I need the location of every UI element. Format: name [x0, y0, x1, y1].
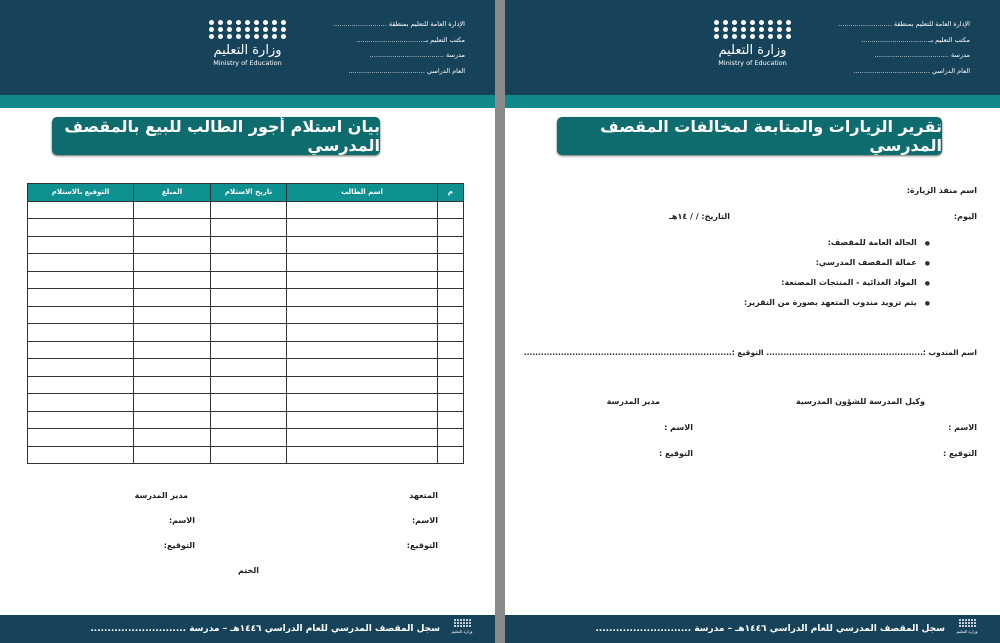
ministry-logo	[205, 20, 290, 67]
logo-dot	[227, 20, 232, 25]
logo-dot	[281, 34, 286, 39]
table-row	[28, 446, 464, 464]
logo-dot	[732, 27, 737, 32]
table-cell[interactable]	[134, 341, 211, 359]
logo-text-en: Ministry of Education	[213, 59, 282, 67]
info-line: مدرسة ....................................	[369, 51, 465, 59]
table-cell[interactable]	[438, 446, 464, 464]
logo-dot	[759, 20, 764, 25]
logo-dot	[263, 27, 268, 32]
table-cell[interactable]	[287, 289, 438, 307]
table-cell[interactable]	[134, 446, 211, 464]
table-cell[interactable]	[438, 324, 464, 342]
table-row	[28, 219, 464, 237]
col-header: التوقيع بالاستلام	[28, 184, 134, 202]
table-cell[interactable]	[438, 376, 464, 394]
table-cell[interactable]	[211, 411, 287, 429]
name-label: الاسم:	[168, 516, 195, 525]
table-cell[interactable]	[287, 341, 438, 359]
table-row	[28, 359, 464, 377]
table-cell[interactable]	[438, 429, 464, 447]
logo-dot	[454, 622, 456, 624]
logo-dot	[968, 619, 970, 621]
table-cell[interactable]	[211, 201, 287, 219]
table-cell[interactable]	[28, 219, 134, 237]
logo-dot	[469, 622, 471, 624]
logo-dot	[466, 619, 468, 621]
table-cell[interactable]	[28, 236, 134, 254]
logo-dot	[245, 20, 250, 25]
table-cell[interactable]	[134, 271, 211, 289]
logo-dot	[965, 625, 967, 627]
stamp-label: الختم	[237, 566, 259, 575]
logo-dot	[962, 619, 964, 621]
table-cell[interactable]	[211, 429, 287, 447]
info-line: العام الدراسي .....................................	[348, 66, 465, 75]
school-info	[333, 17, 465, 79]
logo-dot	[777, 27, 782, 32]
table-cell[interactable]	[438, 394, 464, 412]
logo-dot	[457, 625, 459, 627]
info-line: مدرسة ....................................	[874, 51, 970, 59]
info-line: العام الدراسي .....................................	[853, 66, 970, 75]
col-header: المبلغ	[134, 184, 211, 202]
table-cell[interactable]	[134, 254, 211, 272]
table-cell[interactable]	[211, 446, 287, 464]
signature-label: التوقيع:	[163, 541, 195, 550]
logo-dot	[971, 625, 973, 627]
name-label: الاسم :	[664, 423, 693, 432]
principal-label: مدير المدرسة	[134, 491, 188, 500]
logo-dot	[759, 27, 764, 32]
logo-dot	[768, 27, 773, 32]
logo-text-en: Ministry of Education	[718, 59, 787, 67]
ministry-logo	[710, 20, 795, 67]
info-line: الإدارة العامة للتعليم بمنطقة ..........................	[838, 20, 970, 28]
logo-dot	[460, 619, 462, 621]
header-stripe	[505, 95, 1000, 108]
contractor-label: المتعهد	[409, 491, 438, 500]
logo-dot	[457, 619, 459, 621]
logo-dot	[272, 34, 277, 39]
logo-dot	[463, 625, 465, 627]
logo-dot	[209, 27, 214, 32]
table-cell[interactable]	[438, 341, 464, 359]
logo-dot	[218, 34, 223, 39]
logo-dot	[236, 34, 241, 39]
logo-dot	[272, 27, 277, 32]
col-header: اسم الطالب	[287, 184, 438, 202]
logo-dot	[272, 20, 277, 25]
logo-dot	[786, 34, 791, 39]
bullet-item: ● عمالة المقصف المدرسي:	[816, 258, 930, 267]
table-row	[28, 429, 464, 447]
table-cell[interactable]	[211, 394, 287, 412]
table-cell[interactable]	[438, 289, 464, 307]
logo-text: وزارة التعليم	[213, 43, 282, 58]
header	[505, 0, 1000, 95]
footer-logo	[952, 619, 982, 639]
logo-dot	[714, 27, 719, 32]
logo-dot	[263, 20, 268, 25]
logo-dot	[714, 34, 719, 39]
table-cell[interactable]	[28, 289, 134, 307]
name-label: الاسم :	[948, 423, 977, 432]
info-line: الإدارة العامة للتعليم بمنطقة ..........................	[333, 20, 465, 28]
logo-dot	[965, 622, 967, 624]
right-page	[505, 0, 1000, 643]
table-cell[interactable]	[211, 376, 287, 394]
logo-dot	[236, 27, 241, 32]
logo-dot	[218, 20, 223, 25]
table-cell[interactable]	[287, 219, 438, 237]
col-header: تاريخ الاستلام	[211, 184, 287, 202]
signature-label: التوقيع :	[659, 449, 693, 458]
footer-logo	[447, 619, 477, 639]
table-cell[interactable]	[134, 376, 211, 394]
logo-dot	[741, 27, 746, 32]
table-row	[28, 236, 464, 254]
table-cell[interactable]	[28, 341, 134, 359]
table-cell[interactable]	[287, 324, 438, 342]
logo-dot	[968, 622, 970, 624]
table-row	[28, 411, 464, 429]
table-cell[interactable]	[134, 429, 211, 447]
table-cell[interactable]	[211, 359, 287, 377]
logo-dot	[281, 27, 286, 32]
table-cell[interactable]	[28, 306, 134, 324]
logo-dot	[466, 625, 468, 627]
logo-dot	[741, 34, 746, 39]
table-cell[interactable]	[287, 271, 438, 289]
left-page	[0, 0, 495, 643]
table-cell[interactable]	[211, 324, 287, 342]
footer-text: سجل المقصف المدرسي للعام الدراسي ١٤٤٦هـ – مدرسة ............................	[595, 624, 945, 634]
logo-dot	[454, 619, 456, 621]
table-cell[interactable]	[438, 236, 464, 254]
logo-dot	[971, 622, 973, 624]
logo-dot	[723, 20, 728, 25]
table-row	[28, 324, 464, 342]
table-cell[interactable]	[287, 446, 438, 464]
table-cell[interactable]	[134, 289, 211, 307]
logo-text: وزارة التعليم	[718, 43, 787, 58]
header-stripe	[0, 95, 495, 108]
table-row	[28, 271, 464, 289]
table-cell[interactable]	[134, 359, 211, 377]
logo-dot	[974, 622, 976, 624]
representative-line: اسم المندوب :....................................................... التوقيع :.........................................................................	[523, 348, 977, 357]
table-cell[interactable]	[438, 219, 464, 237]
logo-dot	[263, 34, 268, 39]
principal-label: مدير المدرسة	[606, 397, 660, 406]
bullet-item: ● يتم تزويد مندوب المتعهد بصورة من التقرير:	[744, 298, 930, 307]
date-label: التاريخ: / / ١٤هـ	[669, 212, 730, 221]
table-cell[interactable]	[211, 219, 287, 237]
table-cell[interactable]	[134, 201, 211, 219]
logo-dot	[457, 622, 459, 624]
logo-dot	[750, 27, 755, 32]
table-cell[interactable]	[28, 324, 134, 342]
receipt-table	[27, 183, 464, 464]
col-header: م	[438, 184, 464, 202]
bullet-item: ● المواد الغذائية - المنتجات المصنعة:	[781, 278, 930, 287]
logo-dot	[245, 27, 250, 32]
table-cell[interactable]	[134, 236, 211, 254]
logo-dot	[962, 622, 964, 624]
table-cell[interactable]	[211, 306, 287, 324]
table-cell[interactable]	[438, 411, 464, 429]
table-cell[interactable]	[438, 306, 464, 324]
table-cell[interactable]	[28, 201, 134, 219]
table-cell[interactable]	[438, 201, 464, 219]
table-cell[interactable]	[438, 359, 464, 377]
logo-dot	[281, 20, 286, 25]
table-cell[interactable]	[134, 306, 211, 324]
table-cell[interactable]	[211, 236, 287, 254]
table-cell[interactable]	[28, 394, 134, 412]
table-cell[interactable]	[287, 306, 438, 324]
logo-dot	[786, 20, 791, 25]
logo-dot	[777, 34, 782, 39]
logo-dot	[965, 619, 967, 621]
table-cell[interactable]	[28, 411, 134, 429]
logo-dot	[732, 20, 737, 25]
day-label: اليوم:	[953, 212, 977, 221]
logo-dot	[227, 34, 232, 39]
logo-dot	[227, 27, 232, 32]
table-cell[interactable]	[134, 394, 211, 412]
table-cell[interactable]	[211, 341, 287, 359]
logo-dot	[768, 34, 773, 39]
logo-dot	[750, 20, 755, 25]
logo-dot	[254, 34, 259, 39]
logo-dot	[209, 20, 214, 25]
logo-dot	[750, 34, 755, 39]
table-cell[interactable]	[28, 359, 134, 377]
table-row	[28, 306, 464, 324]
logo-dot	[236, 20, 241, 25]
logo-dot	[959, 625, 961, 627]
logo-dot	[254, 27, 259, 32]
signature-label: التوقيع :	[943, 449, 977, 458]
logo-dot	[962, 625, 964, 627]
name-label: الاسم:	[411, 516, 438, 525]
table-cell[interactable]	[287, 254, 438, 272]
logo-dot	[974, 619, 976, 621]
logo-dot	[768, 20, 773, 25]
table-cell[interactable]	[28, 446, 134, 464]
table-row	[28, 376, 464, 394]
logo-dot	[463, 622, 465, 624]
footer-logo-text: وزارة التعليم	[956, 629, 978, 634]
visitor-label: اسم منفذ الزيارة:	[906, 186, 977, 195]
logo-dot	[959, 619, 961, 621]
table-cell[interactable]	[287, 236, 438, 254]
table-cell[interactable]	[287, 201, 438, 219]
footer-text: سجل المقصف المدرسي للعام الدراسي ١٤٤٦هـ – مدرسة ............................	[90, 624, 440, 634]
logo-dot	[218, 27, 223, 32]
page-title: تقرير الزيارات والمتابعة لمخالفات المقصف المدرسي	[557, 117, 942, 155]
table-cell[interactable]	[211, 271, 287, 289]
logo-dot	[245, 34, 250, 39]
footer-logo-text: وزارة التعليم	[451, 629, 473, 634]
school-info	[838, 17, 970, 79]
table-cell[interactable]	[287, 359, 438, 377]
table-row	[28, 254, 464, 272]
table-cell[interactable]	[438, 254, 464, 272]
table-cell[interactable]	[28, 376, 134, 394]
table-row	[28, 289, 464, 307]
logo-dot	[714, 20, 719, 25]
footer	[505, 615, 1000, 643]
table-cell[interactable]	[438, 271, 464, 289]
table-cell[interactable]	[134, 411, 211, 429]
logo-dot	[723, 34, 728, 39]
table-cell[interactable]	[211, 289, 287, 307]
logo-dot	[786, 27, 791, 32]
table-cell[interactable]	[211, 254, 287, 272]
footer	[0, 615, 495, 643]
logo-dot	[454, 625, 456, 627]
logo-dot	[974, 625, 976, 627]
table-cell[interactable]	[134, 324, 211, 342]
table-cell[interactable]	[28, 254, 134, 272]
table-cell[interactable]	[28, 429, 134, 447]
logo-dot	[209, 34, 214, 39]
table-cell[interactable]	[287, 376, 438, 394]
logo-dot	[741, 20, 746, 25]
logo-dot	[466, 622, 468, 624]
logo-dot	[469, 625, 471, 627]
table-cell[interactable]	[287, 411, 438, 429]
table-row	[28, 201, 464, 219]
logo-dot	[971, 619, 973, 621]
logo-dot	[460, 625, 462, 627]
page-title: بيان استلام أجور الطالب للبيع بالمقصف المدرسي	[52, 117, 380, 155]
logo-dot	[959, 622, 961, 624]
table-cell[interactable]	[287, 394, 438, 412]
logo-dot	[463, 619, 465, 621]
info-line: مكتب التعليم بـ.................................	[861, 35, 970, 44]
logo-dot	[460, 622, 462, 624]
logo-dot	[732, 34, 737, 39]
deputy-label: وكيل المدرسة للشؤون المدرسية	[796, 397, 925, 406]
table-row	[28, 341, 464, 359]
table-cell[interactable]	[28, 271, 134, 289]
bullet-item: ● الحالة العامة للمقصف:	[828, 238, 930, 247]
header	[0, 0, 495, 95]
logo-dot	[723, 27, 728, 32]
table-row	[28, 394, 464, 412]
logo-dot	[968, 625, 970, 627]
table-cell[interactable]	[134, 219, 211, 237]
signature-label: التوقيع:	[406, 541, 438, 550]
table-cell[interactable]	[287, 429, 438, 447]
logo-dot	[759, 34, 764, 39]
logo-dot	[254, 20, 259, 25]
info-line: مكتب التعليم بـ.................................	[356, 35, 465, 44]
logo-dot	[777, 20, 782, 25]
logo-dot	[469, 619, 471, 621]
